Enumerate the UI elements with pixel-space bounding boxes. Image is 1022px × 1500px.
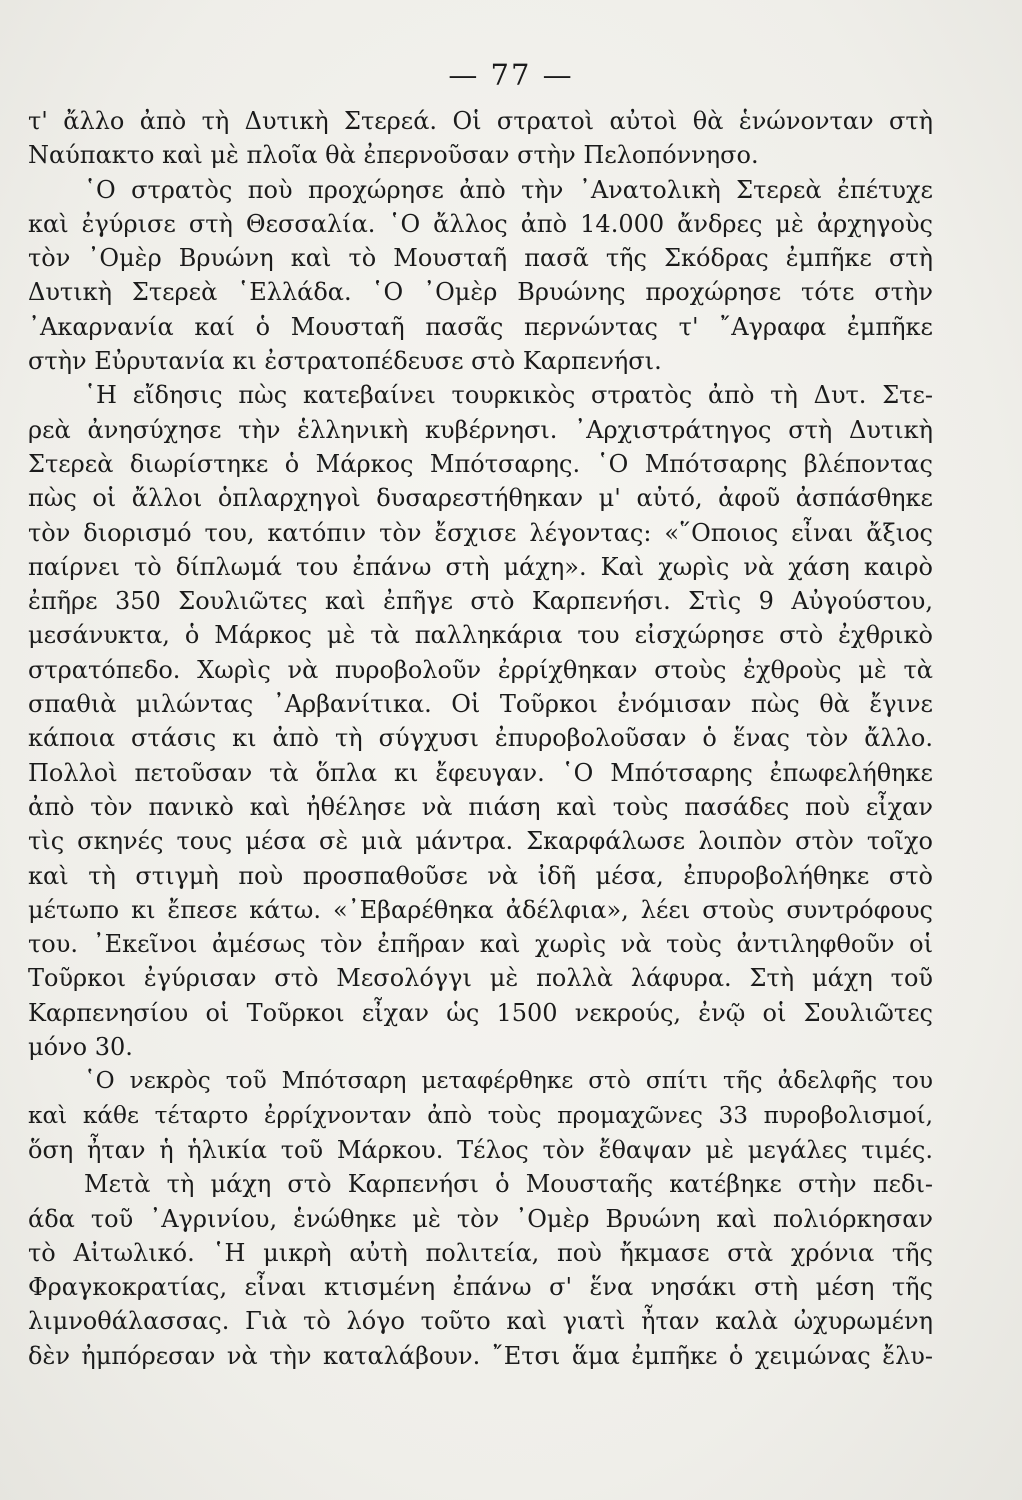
text-line: μόνο 30. xyxy=(28,1033,133,1062)
text-line: ρεὰ ἀνησύχησε τὴν ἑλληνικὴ κυβέρνησι. ᾿Αρχιστράτηγος στὴ Δυτικὴ xyxy=(28,415,933,444)
text-line: καὶ ἐγύρισε στὴ Θεσσαλία. ῾Ο ἄλλος ἀπὸ 14.000 ἄνδρες μὲ ἀρχηγοὺς xyxy=(28,209,933,238)
text-line: Μετὰ τὴ μάχη στὸ Καρπενήσι ὁ Μουσταῆς κατέβηκε στὴν πεδι- xyxy=(84,1170,933,1199)
text-line: Φραγκοκρατίας, εἶναι κτισμένη ἐπάνω σ' ἕνα νησάκι στὴ μέση τῆς xyxy=(28,1273,933,1302)
text-line: ῾Ο στρατὸς ποὺ προχώρησε ἀπὸ τὴν ᾿Ανατολικὴ Στερεὰ ἐπέτυχε xyxy=(84,175,933,204)
text-line: ῾Η εἴδησις πὼς κατεβαίνει τουρκικὸς στρατὸς ἀπὸ τὴ Δυτ. Στε- xyxy=(84,381,933,410)
text-line: τὶς σκηνές τους μέσα σὲ μιὰ μάντρα. Σκαρφάλωσε λοιπὸν στὸν τοῖχο xyxy=(28,827,933,856)
text-line: παίρνει τὸ δίπλωμά του ἐπάνω στὴ μάχη». Καὶ χωρὶς νὰ χάση καιρὸ xyxy=(28,552,933,581)
text-line: Καρπενησίου οἱ Τοῦρκοι εἶχαν ὡς 1500 νεκρούς, ἐνῷ οἱ Σουλιῶτες xyxy=(28,998,933,1027)
text-line: Τοῦρκοι ἐγύρισαν στὸ Μεσολόγγι μὲ πολλὰ λάφυρα. Στὴ μάχη τοῦ xyxy=(28,964,933,993)
text-line: άδα τοῦ ᾿Αγρινίου, ἑνώθηκε μὲ τὸν ᾿Ομὲρ Βρυώνη καὶ πολιόρκησαν xyxy=(28,1204,933,1233)
text-line: ἐπῆρε 350 Σουλιῶτες καὶ ἐπῆγε στὸ Καρπενήσι. Στὶς 9 Αὐγούστου, xyxy=(28,587,933,616)
text-line: τὸν διορισμό του, κατόπιν τὸν ἔσχισε λέγοντας: «῞Οποιος εἶναι ἄξιος xyxy=(28,518,933,547)
text-line: τὸ Αἰτωλικό. ῾Η μικρὴ αὐτὴ πολιτεία, ποὺ ἤκμασε στὰ χρόνια τῆς xyxy=(28,1238,933,1267)
text-line: τ' ἄλλο ἀπὸ τὴ Δυτικὴ Στερεά. Οἱ στρατοὶ αὐτοὶ θὰ ἑνώνονταν στὴ xyxy=(28,107,933,135)
text-line: ῾Ο νεκρὸς τοῦ Μπότσαρη μεταφέρθηκε στὸ σπίτι τῆς ἀδελφῆς του xyxy=(84,1067,933,1095)
text-line: καὶ κάθε τέταρτο ἐρρίχνονταν ἀπὸ τοὺς προμαχῶνες 33 πυροβολισμοί, xyxy=(28,1101,933,1129)
body-text xyxy=(28,104,933,1373)
text-line: δὲν ἠμπόρεσαν νὰ τὴν καταλάβουν. ῎Ετσι ἅμα ἐμπῆκε ὁ χειμώνας ἔλυ- xyxy=(28,1341,933,1370)
text-line: στρατόπεδο. Χωρὶς νὰ πυροβολοῦν ἐρρίχθηκαν στοὺς ἐχθροὺς μὲ τὰ xyxy=(28,655,933,684)
text-line: καὶ τὴ στιγμὴ ποὺ προσπαθοῦσε νὰ ἰδῆ μέσα, ἐπυροβολήθηκε στὸ xyxy=(28,861,933,890)
text-line: μέτωπο κι ἔπεσε κάτω. «᾿Εβαρέθηκα ἀδέλφια», λέει στοὺς συντρόφους xyxy=(28,895,933,924)
page-number: — 77 — xyxy=(448,58,574,92)
text-line: Πολλοὶ πετοῦσαν τὰ ὅπλα κι ἔφευγαν. ῾Ο Μπότσαρης ἐπωφελήθηκε xyxy=(28,758,933,787)
text-line: μεσάνυκτα, ὁ Μάρκος μὲ τὰ παλληκάρια του εἰσχώρησε στὸ ἐχθρικὸ xyxy=(28,621,933,650)
text-line: σπαθιὰ μιλώντας ᾿Αρβανίτικα. Οἱ Τοῦρκοι ἐνόμισαν πὼς θὰ ἔγινε xyxy=(28,690,933,719)
text-line: τὸν ᾿Ομὲρ Βρυώνη καὶ τὸ Μουσταῆ πασᾶ τῆς Σκόδρας ἐμπῆκε στὴ xyxy=(28,244,933,273)
text-line: στὴν Εὐρυτανία κι ἐστρατοπέδευσε στὸ Καρπενήσι. xyxy=(28,347,662,376)
text-line: Ναύπακτο καὶ μὲ πλοῖα θὰ ἐπερνοῦσαν στὴν Πελοπόννησο. xyxy=(28,141,759,170)
text-line: ᾿Ακαρνανία καί ὁ Μουσταῆ πασᾶς περνώντας τ' ῎Αγραφα ἐμπῆκε xyxy=(28,312,933,341)
text-line: του. ᾿Εκεῖνοι ἀμέσως τὸν ἐπῆραν καὶ χωρὶς νὰ τοὺς ἀντιληφθοῦν οἱ xyxy=(28,930,933,959)
text-line: κάποια στάσις κι ἀπὸ τὴ σύγχυσι ἐπυροβολοῦσαν ὁ ἕνας τὸν ἄλλο. xyxy=(28,724,933,753)
text-line: ὅση ἦταν ἡ ἡλικία τοῦ Μάρκου. Τέλος τὸν ἔθαψαν μὲ μεγάλες τιμές. xyxy=(28,1135,933,1164)
text-line: Στερεὰ διωρίστηκε ὁ Μάρκος Μπότσαρης. ῾Ο Μπότσαρης βλέποντας xyxy=(28,449,933,478)
text-line: πὼς οἱ ἄλλοι ὁπλαρχηγοὶ δυσαρεστήθηκαν μ' αὐτό, ἀφοῦ ἀσπάσθηκε xyxy=(28,484,933,513)
text-line: ἀπὸ τὸν πανικὸ καὶ ἠθέλησε νὰ πιάση καὶ τοὺς πασάδες ποὺ εἶχαν xyxy=(28,792,933,821)
text-line: λιμνοθάλασσας. Γιὰ τὸ λόγο τοῦτο καὶ γιατὶ ἦταν καλὰ ὠχυρωμένη xyxy=(28,1307,933,1336)
text-line: Δυτικὴ Στερεὰ ῾Ελλάδα. ῾Ο ᾿Ομὲρ Βρυώνης προχώρησε τότε στὴν xyxy=(28,278,933,307)
